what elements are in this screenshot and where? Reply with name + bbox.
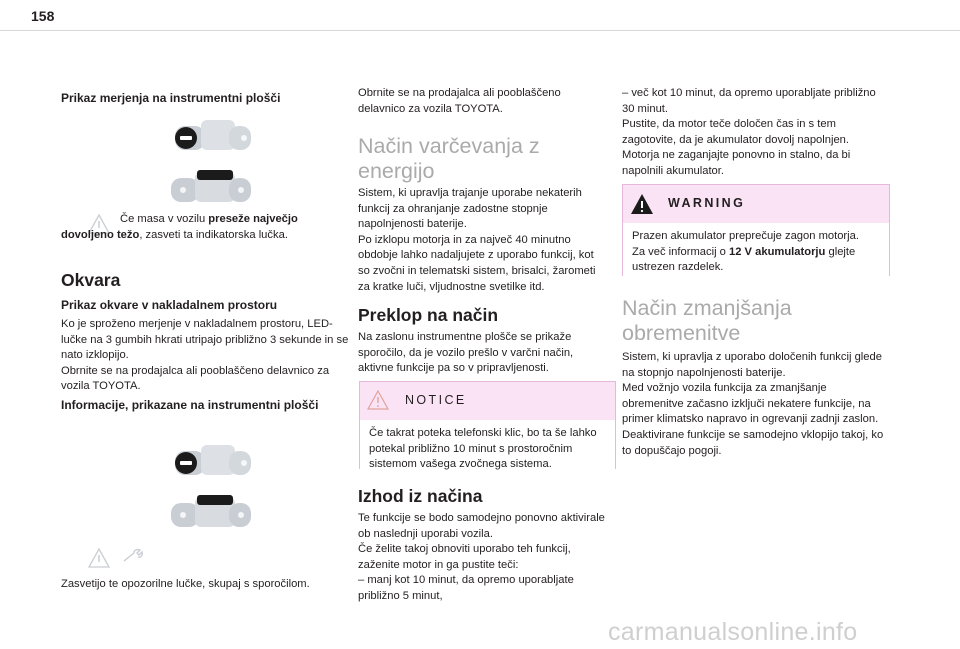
wrench-icon	[122, 548, 144, 564]
dashboard-buttons-illustration	[171, 120, 253, 204]
load-reduction-title: Način zmanjšanja obremenitve	[622, 296, 792, 345]
warning-text-pre: Prazen akumulator preprečuje zagon motorja. Za več informacij o	[632, 230, 859, 258]
dashboard-buttons-illustration-2	[171, 445, 253, 529]
warning-text-post: glejte ustrezen razdelek.	[632, 245, 856, 274]
warning-text	[623, 223, 889, 284]
overload-warning-pre: Če masa v vozilu	[120, 213, 209, 225]
dashboard-display-heading: Prikaz merjenja na instrumentni plošči	[61, 91, 281, 105]
top-rule	[0, 30, 960, 31]
cargo-fault-paragraph: Ko je sproženo merjenje v nakladalnem prostoru, LED-lučke na 3 gumbih hkrati utripajo približno 3 sekunde in se nato izklopijo. Obrnite se na prodajalca ali pooblaščeno delavnico za vozila TOYOTA.	[61, 318, 349, 393]
warning-triangle-icon-2	[88, 548, 110, 568]
notice-box	[359, 381, 616, 469]
warning-box	[622, 184, 890, 276]
overload-warning-post: , zasveti ta indikatorska lučka.	[139, 228, 288, 241]
warning-title: WARNING	[668, 196, 746, 210]
exit-mode-heading: Izhod iz načina	[358, 486, 483, 506]
energy-saving-title: Način varčevanja z energijo	[358, 134, 540, 183]
overload-warning-bold: preseže največjo dovoljeno težo	[61, 213, 298, 241]
overload-warning-text	[61, 212, 351, 243]
notice-text: Če takrat poteka telefonski klic, bo ta še lahko potekal približno 10 minut s prostoročnim sistemom vašega zvočnega sistema.	[360, 420, 615, 481]
watermark: carmanualsonline.info	[608, 618, 858, 646]
contact-dealer-text: Obrnite se na prodajalca ali pooblaščeno delavnico za vozila TOYOTA.	[358, 87, 561, 115]
warning-danger-icon	[630, 193, 654, 215]
warning-lights-text: Zasvetijo te opozorilne lučke, skupaj s sporočilom.	[61, 578, 310, 590]
engine-run-paragraph: – več kot 10 minut, da opremo uporabljate približno 30 minut. Pustite, da motor teče določen čas in s tem zagotovite, da je akumulator dovolj napolnjen. Motorja ne zaganjajte ponovno in stalno, da bi napolnili akumulator.	[622, 87, 876, 177]
cargo-fault-heading: Prikaz okvare v nakladalnem prostoru	[61, 298, 278, 312]
switch-mode-paragraph: Na zaslonu instrumentne plošče se prikaže sporočilo, da je vozilo prešlo v varčni način, aktivne funkcije pa so v pripravljenosti.	[358, 331, 574, 375]
load-reduction-paragraph: Sistem, ki upravlja z uporabo določenih funkcij glede na stopnjo napolnjenosti baterije. Med vožnjo vozila funkcija za zmanjšanje obremenitve začasno izključi nekatere funkcije, na primer klimatsko napravo in ogrevanji zadnji zaslon. Deaktivirane funkcije se samodejno vklopijo takoj, ko to dopuščajo pogoji.	[622, 351, 884, 457]
notice-header	[360, 382, 615, 420]
section-title-fault: Okvara	[61, 270, 121, 290]
notice-title: NOTICE	[405, 393, 467, 407]
notice-triangle-icon	[367, 390, 389, 410]
instrument-info-heading: Informacije, prikazane na instrumentni plošči	[61, 398, 319, 412]
switch-mode-heading: Preklop na način	[358, 305, 499, 325]
exit-mode-paragraph: Te funkcije se bodo samodejno ponovno aktivirale ob naslednji uporabi vozila. Če želite takoj obnoviti uporabo teh funkcij, zaženite motor in ga pustite teči: – manj kot 10 minut, da opremo uporabljate približno 5 minut,	[358, 512, 605, 602]
warning-header	[623, 185, 889, 223]
energy-saving-paragraph: Sistem, ki upravlja trajanje uporabe nekaterih funkcij za ohranjanje zadostne stopnje napolnjenosti baterije. Po izklopu motorja in za največ 40 minutno obdobje lahko nadaljujete z uporabo funkcij, kot so zvočni in telematski sistem, brisalci, žarometi za kratke luči, vljudnostne svetilke itd.	[358, 187, 596, 293]
warning-text-bold: 12 V akumulatorju	[729, 245, 826, 258]
page-number: 158	[31, 8, 55, 24]
